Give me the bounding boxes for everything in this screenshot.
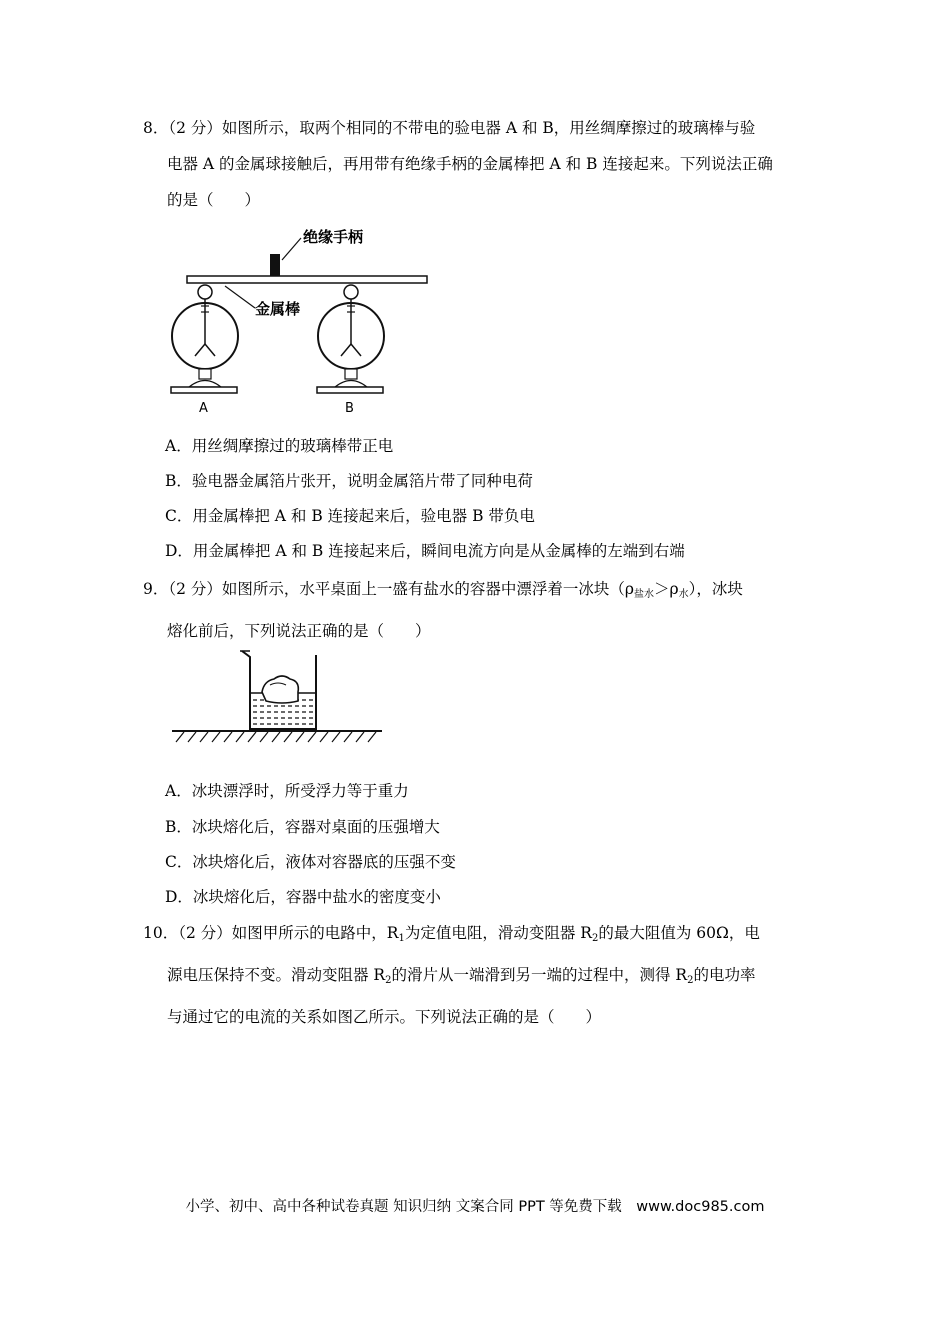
ice-block (262, 676, 298, 703)
q9-stem-line-1: 9．（2 分）如图所示，水平桌面上一盛有盐水的容器中漂浮着一冰块$(\rho_{盐水}>\rho_水)$，冰块 (143, 580, 743, 600)
electroscope-figure (165, 222, 440, 418)
q9-option-b: B．冰块熔化后，容器对桌面的压强增大 (165, 818, 440, 836)
q8-option-d: D．用金属棒把 A 和 B 连接起来后，瞬间电流方向是从金属棒的左端到右端 (165, 542, 685, 560)
q8-option-c: C．用金属棒把 A 和 B 连接起来后，验电器 B 带负电 (165, 507, 535, 525)
electroscope-a (171, 285, 238, 416)
label-insulating-handle: 绝缘手柄 (303, 228, 364, 246)
electroscope-b (317, 285, 384, 416)
metal-rod (187, 276, 427, 283)
question-10 (143, 915, 811, 1035)
q9-option-d: D．冰块熔化后，容器中盐水的密度变小 (165, 888, 441, 906)
question-8 (143, 110, 811, 218)
q10-stem-line-2: 源电压保持不变。滑动变阻器 $R_2$的滑片从一端滑到另一端的过程中，测得 $R_2$的电功率 (167, 966, 756, 986)
q10-stem-line-1: 10．（2 分）如图甲所示的电路中，$R_1$为定值电阻，滑动变阻器 $R_2$的最大阻值为 60Ω，电 (143, 924, 760, 944)
q8-stem-line-1: 8．（2 分）如图所示，取两个相同的不带电的验电器 A 和 B，用丝绸摩擦过的玻璃棒与验 (143, 119, 756, 137)
label-b: B (345, 401, 354, 416)
q9-number: 9． (143, 580, 169, 598)
q9-stem-line-2: 熔化前后，下列说法正确的是（ ） (167, 622, 431, 640)
page-footer: 小学、初中、高中各种试卷真题 知识归纳 文案合同 PPT 等免费下载 www.doc985.com (185, 1199, 765, 1215)
beaker-figure (170, 645, 390, 745)
q9-option-a: A．冰块漂浮时，所受浮力等于重力 (165, 782, 409, 800)
q9-option-c: C．冰块熔化后，液体对容器底的压强不变 (165, 853, 456, 871)
q8-option-b: B．验电器金属箔片张开，说明金属箔片带了同种电荷 (165, 472, 533, 490)
insulating-handle (270, 254, 280, 276)
q8-stem-line-2: 电器 A 的金属球接触后，再用带有绝缘手柄的金属棒把 A 和 B 连接起来。下列说法正确 (167, 155, 773, 173)
q10-number: 10． (143, 924, 179, 942)
q8-number: 8． (143, 119, 169, 137)
q10-stem-line-3: 与通过它的电流的关系如图乙所示。下列说法正确的是（ ） (167, 1008, 602, 1026)
label-metal-rod: 金属棒 (255, 300, 301, 318)
label-a: A (199, 401, 208, 416)
q8-stem-line-3: 的是（ ） (167, 191, 261, 209)
table-hatching (176, 732, 376, 742)
q8-option-a: A．用丝绸摩擦过的玻璃棒带正电 (165, 437, 394, 455)
question-9 (143, 571, 811, 649)
